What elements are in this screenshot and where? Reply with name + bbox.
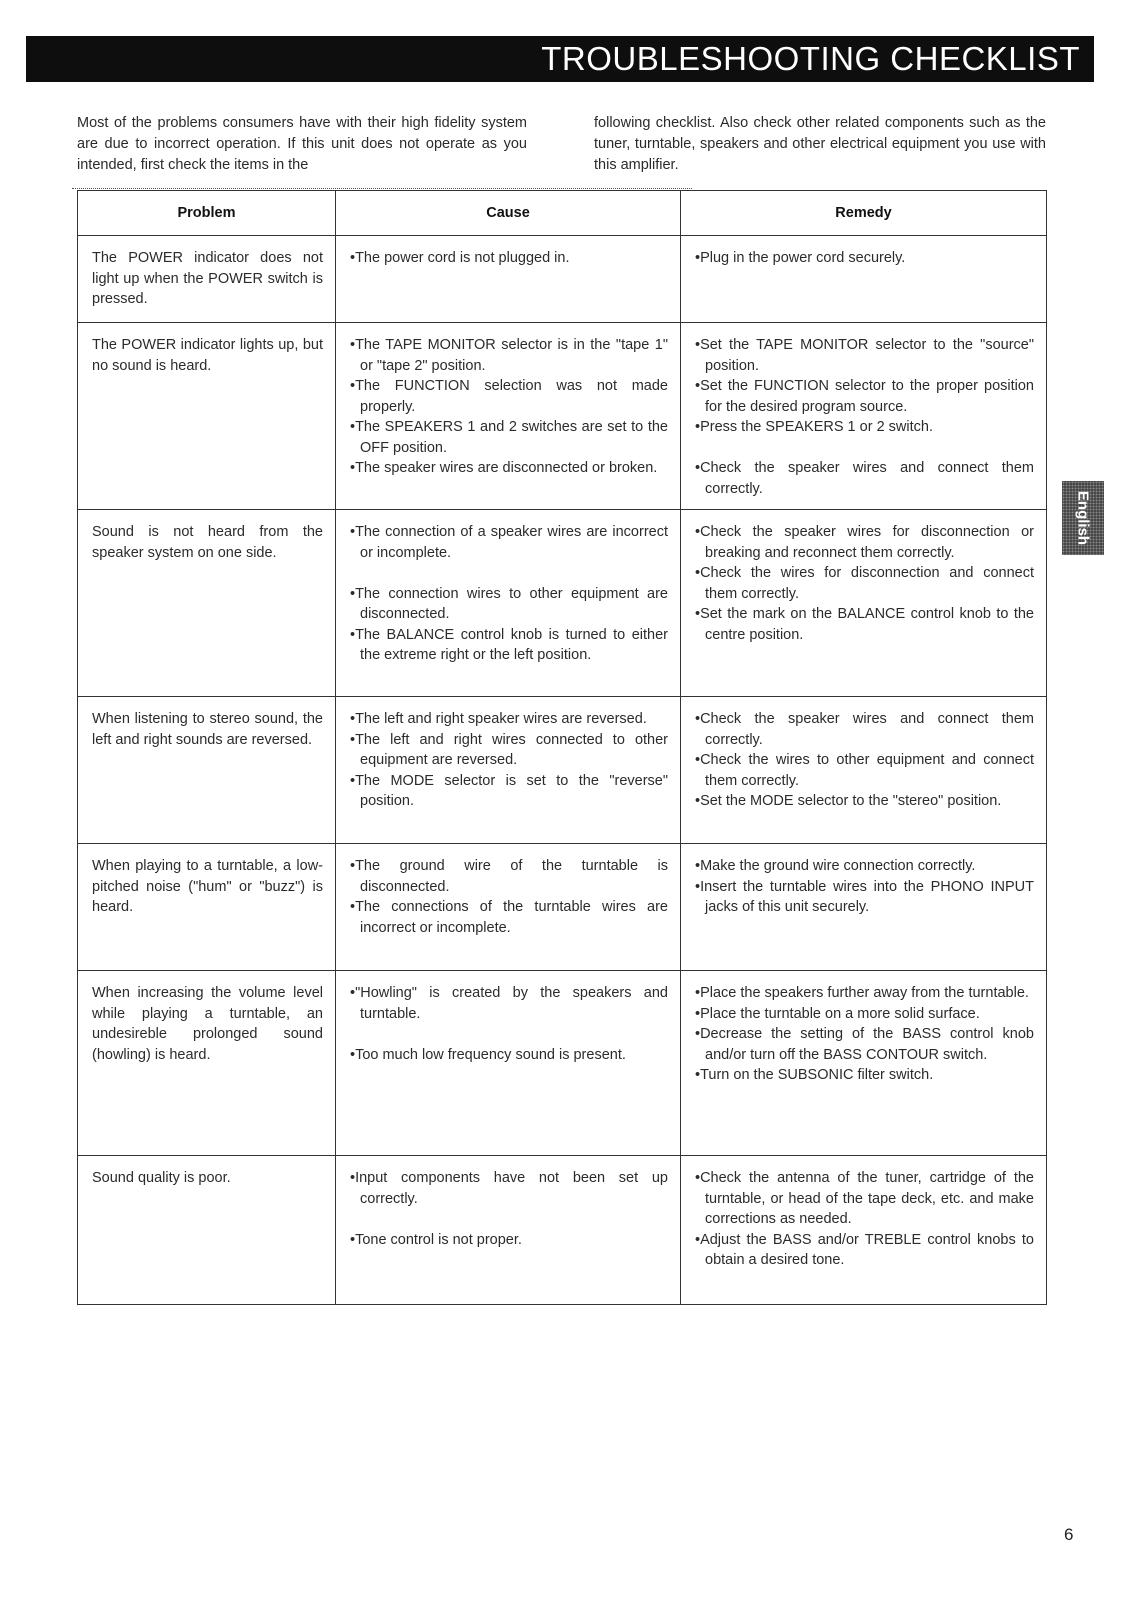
cause-cell: [336, 323, 681, 509]
remedy-cell: [681, 236, 1046, 322]
table-row: [78, 696, 1046, 843]
cause-cell: [336, 844, 681, 970]
cause-item: •Too much low frequency sound is present.: [350, 1046, 626, 1063]
remedy-item: •Check the wires for disconnection and connect them correctly.: [695, 565, 1034, 602]
remedy-item: •Set the TAPE MONITOR selector to the "source" position.: [695, 337, 1034, 374]
remedy-item: •Set the mark on the BALANCE control knob to the centre position.: [695, 606, 1034, 643]
problem-cell: The POWER indicator lights up, but no sound is heard.: [78, 323, 336, 509]
table-row: [78, 509, 1046, 696]
language-tab: [1062, 481, 1104, 555]
problem-cell: Sound is not heard from the speaker system on one side.: [78, 510, 336, 696]
cause-item: •The left and right wires connected to other equipment are reversed.: [350, 731, 668, 768]
cause-item: •The SPEAKERS 1 and 2 switches are set to the OFF position.: [350, 419, 668, 456]
remedy-item: •Check the speaker wires and connect them correctly.: [695, 460, 1034, 497]
remedy-item: •Check the speaker wires for disconnection or breaking and reconnect them correctly.: [695, 524, 1034, 561]
cause-cell: [336, 236, 681, 322]
problem-cell: The POWER indicator does not light up when the POWER switch is pressed.: [78, 236, 336, 322]
cause-item: •The power cord is not plugged in.: [350, 250, 570, 266]
remedy-item: •Press the SPEAKERS 1 or 2 switch.: [695, 419, 933, 435]
remedy-item: •Check the wires to other equipment and connect them correctly.: [695, 752, 1034, 789]
cause-cell: [336, 971, 681, 1155]
remedy-item: •Check the antenna of the tuner, cartridge of the turntable, or head of the tape deck, etc. and make corrections as needed.: [695, 1170, 1034, 1227]
cause-item: •The BALANCE control knob is turned to either the extreme right or the left position.: [350, 626, 668, 663]
table-row: [78, 322, 1046, 509]
cause-item: •The speaker wires are disconnected or broken.: [350, 460, 658, 476]
cause-item: •The ground wire of the turntable is disconnected.: [350, 858, 668, 895]
problem-cell: When playing to a turntable, a low-pitched noise ("hum" or "buzz") is heard.: [78, 844, 336, 970]
problem-cell: When listening to stereo sound, the left and right sounds are reversed.: [78, 697, 336, 843]
table-top-dotted-rule: [72, 188, 692, 189]
intro-text-left: Most of the problems consumers have with their high fidelity system are due to incorrect operation. If this unit does not operate as you intended, first check the items in the: [77, 115, 527, 173]
intro-text-right: following checklist. Also check other related components such as the tuner, turntable, speakers and other electrical equipment you use with this amplifier.: [594, 115, 1046, 173]
cause-cell: [336, 510, 681, 696]
cause-item: •Input components have not been set up correctly.: [350, 1170, 668, 1207]
table-row: [78, 970, 1046, 1155]
language-tab-label: English: [1074, 490, 1092, 546]
remedy-item: •Plug in the power cord securely.: [695, 250, 906, 266]
table-row: [78, 1155, 1046, 1304]
header-remedy: Remedy: [835, 205, 892, 221]
cause-item: •The connections of the turntable wires are incorrect or incomplete.: [350, 899, 668, 936]
cause-item: •The left and right speaker wires are reversed.: [350, 711, 647, 727]
remedy-cell: [681, 697, 1046, 843]
remedy-item: •Place the speakers further away from the turntable.: [695, 985, 1029, 1001]
remedy-cell: [681, 1156, 1046, 1304]
remedy-item: •Set the MODE selector to the "stereo" position.: [695, 793, 1002, 809]
remedy-item: •Check the speaker wires and connect them correctly.: [695, 711, 1034, 748]
problem-cell: Sound quality is poor.: [78, 1156, 336, 1304]
cause-item: •Tone control is not proper.: [350, 1231, 522, 1248]
cause-item: •The TAPE MONITOR selector is in the "tape 1" or "tape 2" position.: [350, 337, 668, 374]
header-cause: Cause: [336, 191, 681, 235]
remedy-item: •Turn on the SUBSONIC filter switch.: [695, 1067, 934, 1083]
remedy-item: •Make the ground wire connection correctly.: [695, 858, 976, 874]
title-bar: [26, 36, 1094, 82]
remedy-item: •Decrease the setting of the BASS control knob and/or turn off the BASS CONTOUR switch.: [695, 1026, 1034, 1063]
cause-cell: [336, 697, 681, 843]
remedy-cell: [681, 510, 1046, 696]
page-number: 6: [1064, 1525, 1074, 1544]
cause-item: •"Howling" is created by the speakers and turntable.: [350, 985, 668, 1022]
remedy-cell: [681, 323, 1046, 509]
table-row: [78, 235, 1046, 322]
table-header-row: [78, 191, 1046, 235]
cause-cell: [336, 1156, 681, 1304]
problem-cell: When increasing the volume level while playing a turntable, an undesireble prolonged sound (howling) is heard.: [78, 971, 336, 1155]
remedy-item: •Insert the turntable wires into the PHONO INPUT jacks of this unit securely.: [695, 878, 1034, 915]
header-problem: Problem: [78, 191, 336, 235]
cause-item: •The FUNCTION selection was not made properly.: [350, 378, 668, 415]
cause-item: •The connection wires to other equipment are disconnected.: [350, 585, 668, 622]
cause-item: •The MODE selector is set to the "reverse" position.: [350, 772, 668, 809]
troubleshooting-table: [77, 190, 1047, 1305]
remedy-cell: [681, 971, 1046, 1155]
remedy-item: •Set the FUNCTION selector to the proper position for the desired program source.: [695, 378, 1034, 415]
table-row: [78, 843, 1046, 970]
page-title: TROUBLESHOOTING CHECKLIST: [541, 40, 1080, 77]
cause-item: •The connection of a speaker wires are incorrect or incomplete.: [350, 524, 668, 561]
remedy-item: •Place the turntable on a more solid surface.: [695, 1005, 980, 1022]
remedy-item: •Adjust the BASS and/or TREBLE control knobs to obtain a desired tone.: [695, 1231, 1034, 1268]
remedy-cell: [681, 844, 1046, 970]
